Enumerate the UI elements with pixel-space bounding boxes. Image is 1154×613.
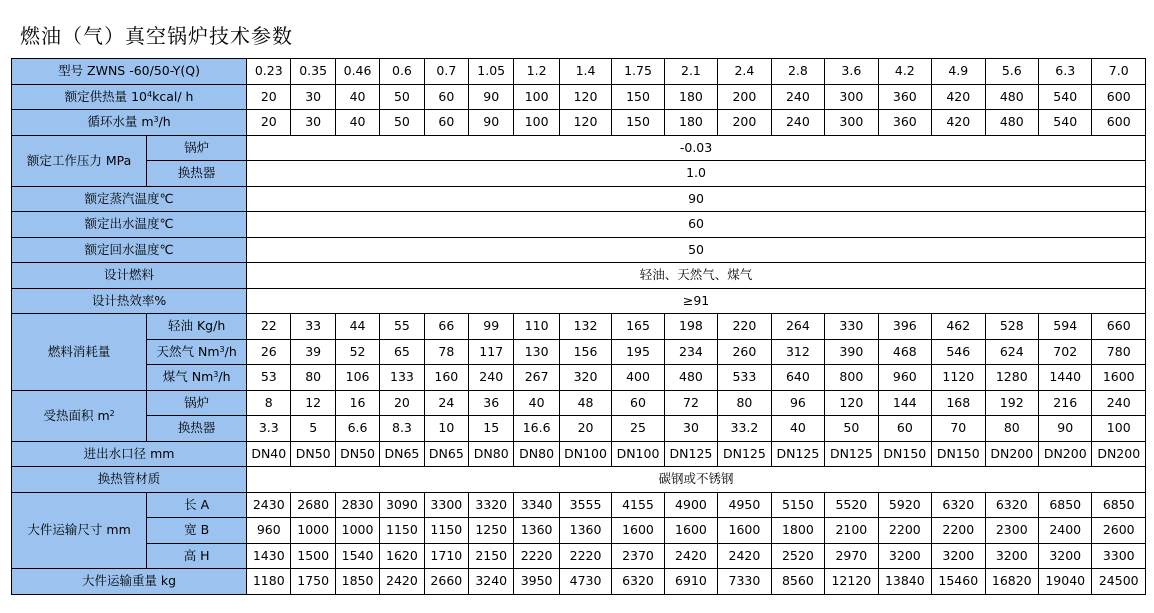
table-cell: 117 [469,339,514,365]
row-pressure-boiler [12,135,1146,161]
table-cell: 267 [514,365,559,391]
table-cell: 546 [932,339,985,365]
table-cell: 1250 [469,518,514,544]
table-cell: 80 [718,390,771,416]
table-cell: 4950 [718,492,771,518]
row-steam-temp [12,186,1146,212]
table-cell: 3200 [985,543,1038,569]
table-cell: 26 [247,339,291,365]
table-cell: 6910 [664,569,717,595]
table-cell: 15 [469,416,514,442]
table-cell: 30 [291,84,335,110]
table-cell: 240 [771,84,824,110]
table-cell: 3555 [559,492,611,518]
table-cell: 5.6 [985,59,1038,85]
table-cell: 5 [291,416,335,442]
table-cell: 6320 [932,492,985,518]
table-cell: 2970 [825,543,878,569]
area-label: 受热面积 $m^2$ [12,390,147,441]
row-consumption-coal-gas [12,365,1146,391]
table-cell: 96 [771,390,824,416]
table-cell: 30 [291,110,335,136]
row-tube-material [12,467,1146,493]
table-cell: 90 [469,110,514,136]
table-cell: 150 [612,84,664,110]
table-cell: 20 [559,416,611,442]
table-cell: 195 [612,339,664,365]
table-cell: DN200 [1039,441,1092,467]
table-cell: 60 [878,416,931,442]
table-cell: 5920 [878,492,931,518]
table-cell: DN150 [932,441,985,467]
row-dim-length [12,492,1146,518]
table-cell: 55 [380,314,424,340]
table-cell: 0.7 [424,59,468,85]
table-cell: DN100 [559,441,611,467]
table-cell: DN65 [380,441,424,467]
table-cell: 12120 [825,569,878,595]
table-cell: 40 [514,390,559,416]
table-cell: 0.35 [291,59,335,85]
table-cell: 3200 [878,543,931,569]
table-cell: 360 [878,84,931,110]
table-cell: 234 [664,339,717,365]
table-cell: 165 [612,314,664,340]
table-cell: 660 [1092,314,1146,340]
model-label: 型号 ZWNS -60/50-Y(Q) [12,59,247,85]
consumption-label: 燃料消耗量 [12,314,147,391]
table-cell: 1280 [985,365,1038,391]
table-cell: 480 [985,84,1038,110]
table-cell: 120 [559,84,611,110]
table-cell: 3090 [380,492,424,518]
weight-label: 大件运输重量 kg [12,569,247,595]
table-cell: 120 [825,390,878,416]
table-cell: 200 [718,110,771,136]
table-cell: 168 [932,390,985,416]
table-cell: 1180 [247,569,291,595]
tube-material-value: 碳钢或不锈钢 [247,467,1146,493]
row-efficiency [12,288,1146,314]
row-fuel [12,263,1146,289]
table-cell: 320 [559,365,611,391]
row-return-temp [12,237,1146,263]
table-cell: 12 [291,390,335,416]
table-cell: 600 [1092,110,1146,136]
table-cell: 2830 [335,492,379,518]
table-cell: 60 [424,110,468,136]
table-cell: 90 [1039,416,1092,442]
table-cell: 8560 [771,569,824,595]
table-cell: 50 [380,110,424,136]
table-cell: 1.05 [469,59,514,85]
table-cell: 2.1 [664,59,717,85]
table-cell: 25 [612,416,664,442]
table-cell: 80 [985,416,1038,442]
table-cell: 50 [380,84,424,110]
table-cell: 24500 [1092,569,1146,595]
table-cell: 2.4 [718,59,771,85]
table-cell: 150 [612,110,664,136]
table-cell: 1500 [291,543,335,569]
table-cell: 106 [335,365,379,391]
table-cell: 264 [771,314,824,340]
pressure-exchanger-label: 换热器 [147,161,247,187]
table-cell: DN50 [335,441,379,467]
pressure-exchanger-value: 1.0 [247,161,1146,187]
table-cell: 2420 [380,569,424,595]
table-cell: 2370 [612,543,664,569]
table-cell: 6320 [985,492,1038,518]
tube-material-label: 换热管材质 [12,467,247,493]
table-cell: 540 [1039,110,1092,136]
table-cell: 180 [664,84,717,110]
table-cell: 420 [932,110,985,136]
row-dim-height [12,543,1146,569]
table-cell: 360 [878,110,931,136]
table-cell: 66 [424,314,468,340]
table-cell: 2220 [514,543,559,569]
table-cell: 40 [335,110,379,136]
table-cell: 0.23 [247,59,291,85]
table-cell: 1430 [247,543,291,569]
table-cell: 240 [1092,390,1146,416]
table-cell: 2600 [1092,518,1146,544]
table-cell: 3240 [469,569,514,595]
table-cell: 1.75 [612,59,664,85]
table-cell: 80 [291,365,335,391]
table-cell: 19040 [1039,569,1092,595]
row-area-exchanger [12,416,1146,442]
table-cell: 462 [932,314,985,340]
table-cell: DN50 [291,441,335,467]
return-temp-value: 50 [247,237,1146,263]
table-cell: 65 [380,339,424,365]
table-cell: 8 [247,390,291,416]
table-cell: 2680 [291,492,335,518]
table-cell: 52 [335,339,379,365]
table-cell: 8.3 [380,416,424,442]
table-cell: 480 [985,110,1038,136]
table-cell: 33 [291,314,335,340]
table-cell: 16 [335,390,379,416]
outlet-temp-value: 60 [247,212,1146,238]
table-cell: 533 [718,365,771,391]
table-cell: 3300 [1092,543,1146,569]
table-cell: 3950 [514,569,559,595]
table-cell: DN125 [664,441,717,467]
table-cell: DN150 [878,441,931,467]
table-cell: 53 [247,365,291,391]
table-cell: 468 [878,339,931,365]
table-cell: 1620 [380,543,424,569]
table-cell: 6850 [1092,492,1146,518]
page-title: 燃油（气）真空锅炉技术参数 [20,24,293,48]
table-cell: 3300 [424,492,468,518]
table-cell: 528 [985,314,1038,340]
table-cell: 330 [825,314,878,340]
table-cell: 180 [664,110,717,136]
table-cell: 40 [771,416,824,442]
fuel-label: 设计燃料 [12,263,247,289]
table-cell: 2420 [718,543,771,569]
outlet-temp-label: 额定出水温度℃ [12,212,247,238]
table-cell: DN80 [469,441,514,467]
pressure-boiler-value: -0.03 [247,135,1146,161]
efficiency-label: 设计热效率% [12,288,247,314]
area-exchanger-label: 换热器 [147,416,247,442]
table-cell: DN40 [247,441,291,467]
dim-length-label: 长 A [147,492,247,518]
table-cell: 133 [380,365,424,391]
table-cell: 216 [1039,390,1092,416]
table-cell: 2660 [424,569,468,595]
steam-temp-label: 额定蒸汽温度℃ [12,186,247,212]
table-cell: 100 [514,84,559,110]
table-cell: 90 [469,84,514,110]
table-cell: 4.9 [932,59,985,85]
row-circulating-water [12,110,1146,136]
pressure-label: 额定工作压力 MPa [12,135,147,186]
table-cell: 3.6 [825,59,878,85]
table-cell: 420 [932,84,985,110]
table-cell: 33.2 [718,416,771,442]
table-cell: 1540 [335,543,379,569]
table-cell: 60 [612,390,664,416]
return-temp-label: 额定回水温度℃ [12,237,247,263]
table-cell: 540 [1039,84,1092,110]
table-cell: 132 [559,314,611,340]
table-cell: 4155 [612,492,664,518]
table-cell: 120 [559,110,611,136]
table-cell: 1710 [424,543,468,569]
table-cell: 20 [247,84,291,110]
table-cell: 100 [514,110,559,136]
table-cell: 0.46 [335,59,379,85]
row-consumption-gas [12,339,1146,365]
spec-table [11,58,1146,595]
table-cell: 48 [559,390,611,416]
heat-output-label: 额定供热量 $10^4kcal/$ h [12,84,247,110]
table-cell: 6.3 [1039,59,1092,85]
table-cell: 390 [825,339,878,365]
table-cell: 110 [514,314,559,340]
table-cell: 3340 [514,492,559,518]
table-cell: 2220 [559,543,611,569]
table-cell: 20 [247,110,291,136]
table-cell: 3320 [469,492,514,518]
table-cell: 15460 [932,569,985,595]
table-cell: 3200 [1039,543,1092,569]
table-cell: 1850 [335,569,379,595]
row-outlet-temp [12,212,1146,238]
table-cell: 6850 [1039,492,1092,518]
row-weight [12,569,1146,595]
table-cell: 5520 [825,492,878,518]
table-cell: 1150 [380,518,424,544]
table-cell: 1360 [559,518,611,544]
table-cell: 1.4 [559,59,611,85]
table-cell: 960 [247,518,291,544]
table-cell: 3.3 [247,416,291,442]
table-cell: 99 [469,314,514,340]
table-cell: 300 [825,110,878,136]
consumption-coal-gas-label: 煤气 Nm$^3$/h [147,365,247,391]
table-cell: 2300 [985,518,1038,544]
table-cell: 220 [718,314,771,340]
table-cell: DN125 [825,441,878,467]
table-cell: 30 [664,416,717,442]
table-cell: 6320 [612,569,664,595]
table-cell: 24 [424,390,468,416]
table-cell: 1600 [612,518,664,544]
table-cell: DN65 [424,441,468,467]
table-cell: 780 [1092,339,1146,365]
table-cell: 3200 [932,543,985,569]
table-cell: 2.8 [771,59,824,85]
table-cell: 1.2 [514,59,559,85]
dim-height-label: 高 H [147,543,247,569]
table-cell: 192 [985,390,1038,416]
table-cell: 1600 [1092,365,1146,391]
table-cell: 300 [825,84,878,110]
table-cell: 2430 [247,492,291,518]
table-cell: 1360 [514,518,559,544]
table-cell: 600 [1092,84,1146,110]
table-cell: 594 [1039,314,1092,340]
table-cell: DN200 [1092,441,1146,467]
table-cell: 7.0 [1092,59,1146,85]
row-area-boiler [12,390,1146,416]
table-cell: 2520 [771,543,824,569]
table-cell: DN80 [514,441,559,467]
table-cell: 50 [825,416,878,442]
table-cell: 960 [878,365,931,391]
table-cell: 312 [771,339,824,365]
table-cell: 240 [771,110,824,136]
table-cell: 2100 [825,518,878,544]
area-boiler-label: 锅炉 [147,390,247,416]
row-pressure-exchanger [12,161,1146,187]
table-cell: 480 [664,365,717,391]
table-cell: 702 [1039,339,1092,365]
table-cell: 1000 [335,518,379,544]
table-cell: 1000 [291,518,335,544]
table-cell: 144 [878,390,931,416]
table-cell: 16.6 [514,416,559,442]
table-cell: 100 [1092,416,1146,442]
table-cell: 78 [424,339,468,365]
table-cell: 2150 [469,543,514,569]
diameter-label: 进出水口径 mm [12,441,247,467]
table-cell: 2200 [932,518,985,544]
table-cell: 70 [932,416,985,442]
table-cell: 1600 [718,518,771,544]
table-cell: 60 [424,84,468,110]
table-cell: 2420 [664,543,717,569]
row-model [12,59,1146,85]
table-cell: 7330 [718,569,771,595]
table-cell: 4900 [664,492,717,518]
consumption-gas-label: 天然气 Nm$^3$/h [147,339,247,365]
table-cell: 40 [335,84,379,110]
table-cell: 10 [424,416,468,442]
table-cell: 1750 [291,569,335,595]
table-cell: 240 [469,365,514,391]
table-cell: 20 [380,390,424,416]
table-cell: 1600 [664,518,717,544]
table-cell: 44 [335,314,379,340]
table-cell: 2400 [1039,518,1092,544]
table-cell: 1800 [771,518,824,544]
row-diameter [12,441,1146,467]
table-cell: 156 [559,339,611,365]
dimensions-label: 大件运输尺寸 mm [12,492,147,569]
table-cell: DN125 [771,441,824,467]
table-cell: 198 [664,314,717,340]
table-cell: 13840 [878,569,931,595]
table-cell: 1440 [1039,365,1092,391]
table-cell: 39 [291,339,335,365]
row-heat-output [12,84,1146,110]
efficiency-value: ≥91 [247,288,1146,314]
table-cell: 0.6 [380,59,424,85]
table-cell: 4.2 [878,59,931,85]
fuel-value: 轻油、天然气、煤气 [247,263,1146,289]
table-cell: 1150 [424,518,468,544]
table-cell: 22 [247,314,291,340]
table-cell: 130 [514,339,559,365]
row-consumption-oil [12,314,1146,340]
table-cell: 2200 [878,518,931,544]
table-cell: 4730 [559,569,611,595]
table-cell: 5150 [771,492,824,518]
consumption-oil-label: 轻油 Kg/h [147,314,247,340]
table-cell: DN125 [718,441,771,467]
table-cell: 72 [664,390,717,416]
dim-width-label: 宽 B [147,518,247,544]
row-dim-width [12,518,1146,544]
steam-temp-value: 90 [247,186,1146,212]
table-cell: 36 [469,390,514,416]
circulating-water-label: 循环水量 $m^3/h$ [12,110,247,136]
pressure-boiler-label: 锅炉 [147,135,247,161]
table-cell: DN200 [985,441,1038,467]
table-cell: 640 [771,365,824,391]
table-cell: 1120 [932,365,985,391]
table-cell: 260 [718,339,771,365]
table-cell: 16820 [985,569,1038,595]
table-cell: 6.6 [335,416,379,442]
table-cell: 400 [612,365,664,391]
table-cell: 160 [424,365,468,391]
table-cell: 800 [825,365,878,391]
table-cell: 200 [718,84,771,110]
table-cell: DN100 [612,441,664,467]
table-cell: 624 [985,339,1038,365]
table-cell: 396 [878,314,931,340]
